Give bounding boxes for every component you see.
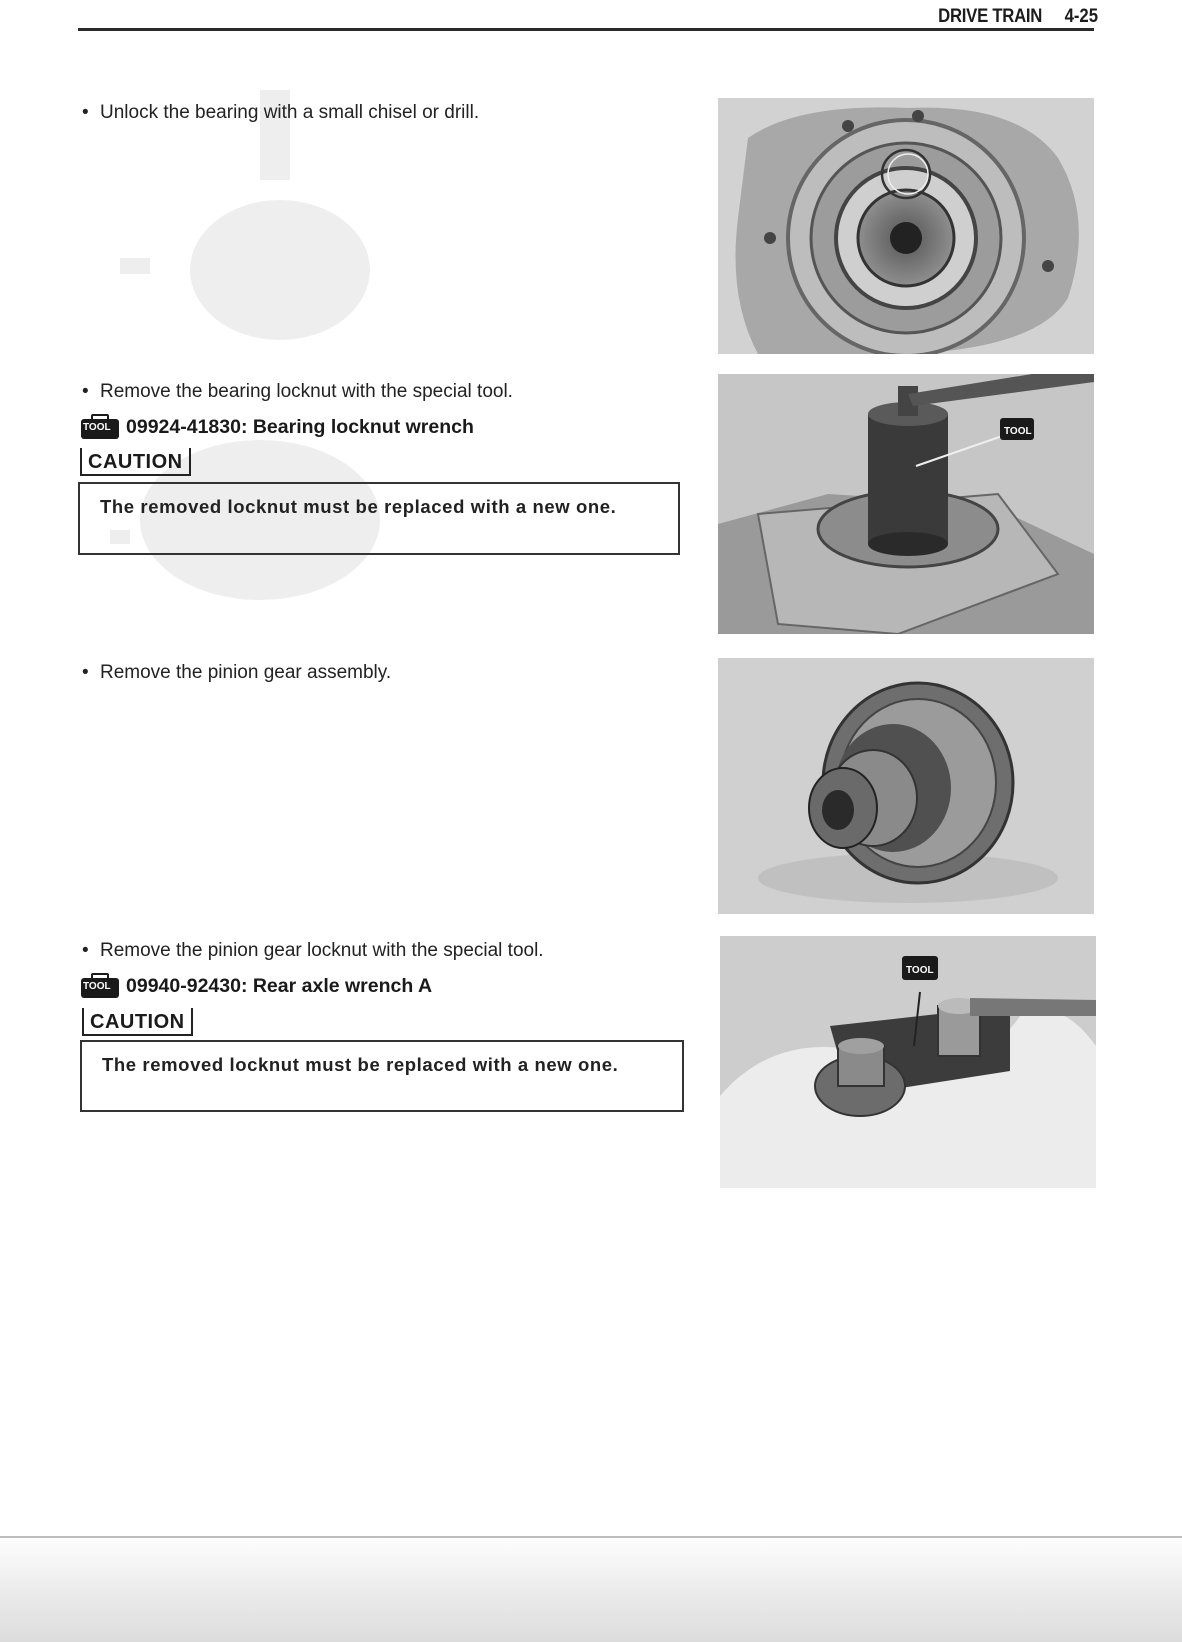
photo-tool-badge: TOOL bbox=[906, 965, 934, 976]
bullet-icon: • bbox=[82, 940, 89, 961]
step-2-text: • Remove the bearing locknut with the special tool. bbox=[82, 381, 513, 402]
tool-icon: TOOL bbox=[80, 973, 120, 999]
photo-rear-axle-wrench bbox=[720, 936, 1096, 1188]
caution-box-2: The removed locknut must be replaced with a new one. bbox=[80, 1040, 684, 1112]
header-rule bbox=[78, 28, 1094, 31]
bleed-through-illustration bbox=[110, 90, 410, 650]
step-4-text: • Remove the pinion gear locknut with the special tool. bbox=[82, 940, 544, 961]
photo-bearing-housing bbox=[718, 98, 1094, 354]
scan-edge-line bbox=[0, 1536, 1182, 1538]
bullet-icon: • bbox=[82, 381, 89, 402]
step-1-text: • Unlock the bearing with a small chisel or drill. bbox=[82, 102, 480, 123]
photo-bearing-locknut-wrench bbox=[718, 374, 1094, 634]
scan-shadow bbox=[0, 1534, 1182, 1642]
step-3-text: • Remove the pinion gear assembly. bbox=[82, 662, 392, 683]
photo-pinion-gear-assembly bbox=[718, 658, 1094, 914]
tool-icon: TOOL bbox=[80, 414, 120, 440]
caution-label-1: CAUTION bbox=[80, 448, 191, 476]
caution-box-1: The removed locknut must be replaced with a new one. bbox=[78, 482, 680, 555]
page-number: 4-25 bbox=[1064, 6, 1098, 27]
tool-line-1: TOOL 09924-41830: Bearing locknut wrench bbox=[80, 414, 474, 440]
section-title: DRIVE TRAIN bbox=[938, 6, 1042, 27]
caution-label-2: CAUTION bbox=[82, 1008, 193, 1036]
tool-line-2: TOOL 09940-92430: Rear axle wrench A bbox=[80, 973, 432, 999]
bullet-icon: • bbox=[82, 102, 89, 123]
bullet-icon: • bbox=[82, 662, 89, 683]
photo-tool-badge: TOOL bbox=[1004, 426, 1032, 437]
